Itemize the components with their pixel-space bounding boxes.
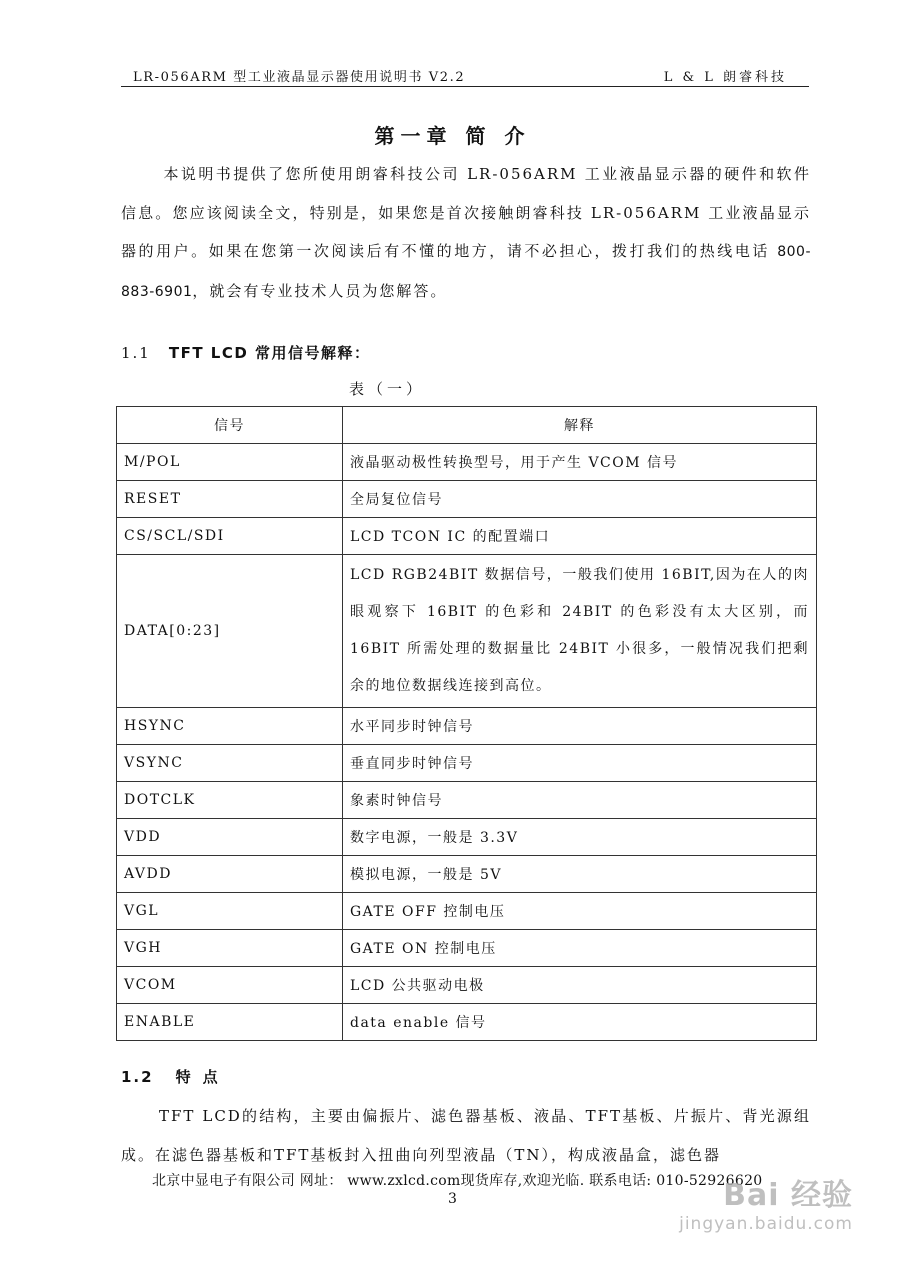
table-row <box>117 444 817 481</box>
table-row <box>117 819 817 856</box>
description-cell: GATE OFF 控制电压 <box>343 893 817 930</box>
column-header-signal: 信号 <box>117 407 343 444</box>
intro-text-end: ，就会有专业技术人员为您解答。 <box>192 281 448 300</box>
description-cell: 水平同步时钟信号 <box>343 708 817 745</box>
footer-contact: 北京中显电子有限公司 网址： www.zxlcd.com现货库存,欢迎光临. 联系电话: 010-52926620 <box>152 1173 763 1189</box>
description-cell: LCD RGB24BIT 数据信号，一般我们使用 16BIT,因为在人的肉眼观察下 16BIT 的色彩和 24BIT 的色彩没有太大区别，而 16BIT 所需处理的数据量比 24BIT 小很多，一般情况我们把剩余的地位数据线连接到高位。 <box>343 555 817 708</box>
chapter-title: 第一章 简 介 <box>374 124 531 148</box>
signal-cell: VDD <box>117 819 343 856</box>
features-paragraph <box>121 1097 811 1174</box>
table-caption: 表（一） <box>349 380 426 398</box>
signal-cell: RESET <box>117 481 343 518</box>
table-row <box>117 856 817 893</box>
intro-paragraph <box>121 155 811 311</box>
signal-cell: VGL <box>117 893 343 930</box>
signal-cell: HSYNC <box>117 708 343 745</box>
table-row <box>117 893 817 930</box>
description-cell: 象素时钟信号 <box>343 782 817 819</box>
section-title: TFT LCD 常用信号解释： <box>168 344 371 362</box>
table-header-row <box>117 407 817 444</box>
description-cell: LCD 公共驱动电极 <box>343 967 817 1004</box>
signal-cell: ENABLE <box>117 1004 343 1041</box>
header-divider <box>121 86 809 87</box>
table-row <box>117 708 817 745</box>
table-row <box>117 782 817 819</box>
signal-cell: M/POL <box>117 444 343 481</box>
description-cell: 垂直同步时钟信号 <box>343 745 817 782</box>
signal-cell: DATA[0:23] <box>117 555 343 708</box>
table-row <box>117 518 817 555</box>
features-text: TFT LCD的结构，主要由偏振片、滤色器基板、液晶、TFT基板、片振片、背光源组成。在滤色器基板和TFT基板封入扭曲向列型液晶（TN），构成液晶盒，滤色器 <box>121 1107 811 1164</box>
description-cell: 液晶驱动极性转换型号，用于产生 VCOM 信号 <box>343 444 817 481</box>
table-row <box>117 745 817 782</box>
description-cell: 全局复位信号 <box>343 481 817 518</box>
signal-cell: CS/SCL/SDI <box>117 518 343 555</box>
watermark-url: jingyan.baidu.com <box>679 1214 853 1234</box>
column-header-description: 解释 <box>343 407 817 444</box>
section-title: 特点 <box>175 1068 230 1086</box>
description-cell: 模拟电源，一般是 5V <box>343 856 817 893</box>
signal-table <box>116 406 817 1041</box>
signal-cell: DOTCLK <box>117 782 343 819</box>
hotline-number: 800-883-6901 <box>121 244 811 300</box>
description-cell: GATE ON 控制电压 <box>343 930 817 967</box>
signal-cell: VCOM <box>117 967 343 1004</box>
header-document-title: LR-056ARM 型工业液晶显示器使用说明书 V2.2 <box>133 70 466 85</box>
table-row <box>117 481 817 518</box>
signal-cell: VGH <box>117 930 343 967</box>
watermark-logo-text: Bai 经验 <box>723 1178 853 1213</box>
header-company: L & L 朗睿科技 <box>663 70 787 85</box>
section-number: 1.2 <box>121 1068 154 1086</box>
table-row <box>117 967 817 1004</box>
table-row <box>117 1004 817 1041</box>
page-number: 3 <box>448 1191 457 1207</box>
signal-cell: AVDD <box>117 856 343 893</box>
description-cell: data enable 信号 <box>343 1004 817 1041</box>
description-cell: 数字电源，一般是 3.3V <box>343 819 817 856</box>
intro-text: 本说明书提供了您所使用朗睿科技公司 LR-056ARM 工业液晶显示器的硬件和软件信息。您应该阅读全文，特别是，如果您是首次接触朗睿科技 LR-056ARM 工业液晶显示器的用户。如果在您第一次阅读后有不懂的地方，请不必担心，拨打我们的热线电话 <box>121 165 811 260</box>
table-row <box>117 555 817 708</box>
description-cell: LCD TCON IC 的配置端口 <box>343 518 817 555</box>
section-number: 1.1 <box>121 344 151 362</box>
table-row <box>117 930 817 967</box>
baidu-watermark <box>679 1170 853 1234</box>
section-heading-1-2 <box>121 1066 230 1087</box>
signal-cell: VSYNC <box>117 745 343 782</box>
section-heading-1-1 <box>121 342 371 363</box>
